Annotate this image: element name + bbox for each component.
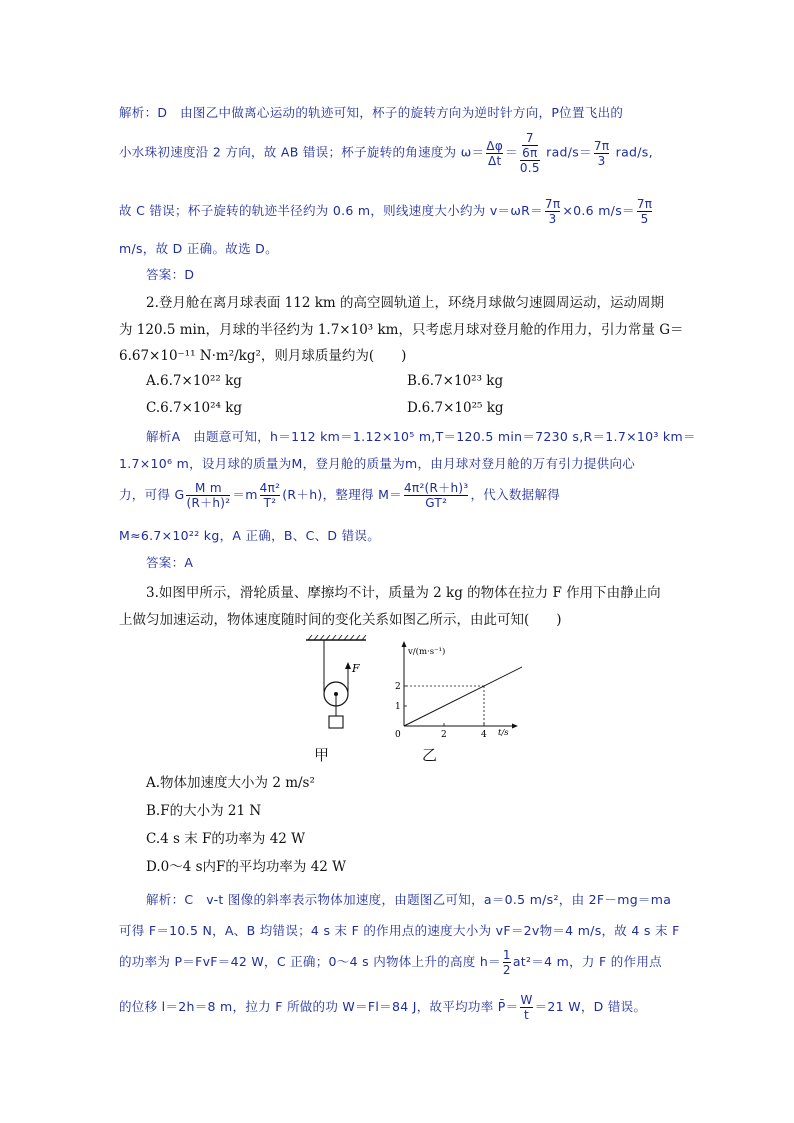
pulley-axle (334, 692, 338, 696)
ceiling-hatch (308, 635, 366, 640)
q1-solution-line1: 解析：D 由图乙中做离心运动的轨迹可知，杯子的旋转方向为逆时针方向，P位置飞出的 (119, 105, 624, 120)
q3-fraction-w-t (520, 993, 532, 1022)
q3-solution-line1: 解析：C v-t 图像的斜率表示物体加速度，由题图乙可知，a＝0.5 m/s²，由 2F－mg＝ma (146, 892, 672, 907)
q1-solution-line3 (119, 197, 654, 226)
q3-solution-line3-text2: at²＝4 m，力 F 的作用点 (512, 954, 662, 969)
q3-solution-line4 (119, 993, 646, 1022)
q2-solution-line3-text: 力，可得 G (119, 487, 185, 502)
q2-solution-line2: 1.7×10⁶ m，设月球的质量为M，登月舱的质量为m，由月球对登月舱的万有引力提供向心 (119, 456, 636, 471)
q3-solution-line3 (119, 948, 662, 977)
q3-option-b: B.F的大小为 21 N (146, 803, 262, 819)
q2-stem-line2: 为 120.5 min，月球的半径约为 1.7×10³ km，只考虑月球对登月舱的作用力，引力常量 G＝ (119, 322, 684, 338)
x-tick-label: 0 (395, 730, 401, 740)
frac-denominator: 3 (594, 153, 609, 168)
q2-solution-line3 (119, 481, 560, 510)
x-tick-label: 2 (441, 730, 447, 740)
force-arrow-head (345, 662, 351, 669)
q3-solution-line2: 可得 F＝10.5 N，A、B 均错误；4 s 末 F 的作用点的速度大小为 vF＝2v物＝4 m/s，故 4 s 末 F (119, 923, 680, 938)
q3-option-a: A.物体加速度大小为 2 m/s² (146, 775, 315, 791)
figure-pulley (300, 634, 372, 738)
y-tick-label: 1 (395, 702, 401, 712)
q2-solution-line3-text2: ＝m (232, 487, 258, 502)
q2-solution-line4: M≈6.7×10²² kg，A 正确，B、C、D 错误。 (119, 528, 381, 543)
q3-option-d: D.0～4 s内F的平均功率为 42 W (146, 859, 347, 875)
frac-denominator: T² (260, 495, 281, 510)
x-axis-label: t/s (498, 728, 509, 738)
y-axis-label: v/(m·s⁻¹) (408, 647, 446, 657)
x-tick-label: 4 (481, 730, 487, 740)
q3-fraction-half (503, 948, 511, 977)
q2-option-d: D.6.7×10²⁵ kg (407, 400, 504, 416)
frac-numerator: W (520, 993, 533, 1007)
q2-solution-line1: 解析A 由题意可知，h＝112 km＝1.12×10⁵ m,T＝120.5 min＝7230 s,R＝1.7×10³ km＝ (146, 429, 696, 444)
frac-numerator: 4π² (259, 481, 281, 495)
q2-fraction-mass (404, 481, 469, 510)
frac-numerator: 7π (593, 138, 610, 153)
q2-answer: 答案：A (146, 555, 194, 570)
unit-text: rad/s＝ (546, 144, 592, 160)
frac-denominator: 0.5 (519, 161, 540, 175)
q2-fraction-4pi2-T2 (260, 481, 281, 510)
frac-denominator: 3 (545, 211, 560, 226)
frac-numerator: 7 (525, 131, 534, 145)
q2-option-a: A.6.7×10²² kg (146, 373, 242, 389)
q3-solution-line4-text2: ＝21 W，D 错误。 (534, 999, 647, 1014)
force-label: F (352, 662, 360, 675)
frac-numerator: 7π (636, 197, 653, 211)
q1-solution-line2-text: 小水珠初速度沿 2 方向，故 AB 错误；杯子旋转的角速度为 ω＝ (119, 144, 485, 160)
q1-solution-line3-text: 故 C 错误；杯子旋转的轨迹半径约为 0.6 m，则线速度大小约为 v＝ωR＝ (119, 203, 543, 218)
q1-solution-line3-text2: ×0.6 m/s＝ (562, 203, 635, 218)
q2-solution-line3-text3: (R＋h)，整理得 M＝ (282, 487, 402, 502)
q2-fraction-mm (186, 481, 230, 510)
q1-fraction-dphi-dt (486, 139, 503, 168)
q1-fraction-7pi-5 (637, 197, 652, 226)
unit-text: rad/s, (615, 144, 653, 160)
y-axis-arrow (402, 641, 407, 647)
q1-solution-line4: m/s，故 D 正确。故选 D。 (119, 241, 278, 256)
figure-vt-graph (392, 638, 522, 740)
mass-block (329, 716, 343, 728)
q2-stem-line3: 6.67×10⁻¹¹ N·m²/kg²，则月球质量约为( ) (119, 348, 407, 364)
frac-denominator: 6π (522, 146, 538, 160)
x-axis-arrow (512, 724, 518, 729)
figure-label-yi: 乙 (422, 746, 438, 764)
q2-option-c: C.6.7×10²⁴ kg (146, 400, 243, 416)
y-tick-label: 2 (395, 682, 401, 692)
frac-denominator: (R＋h)² (186, 496, 231, 510)
frac-numerator: 4π²(R＋h)³ (403, 481, 469, 495)
figure-label-jia: 甲 (314, 746, 330, 764)
frac-denominator: GT² (404, 495, 469, 510)
q3-stem-line1: 3.如图甲所示，滑轮质量、摩擦均不计，质量为 2 kg 的物体在拉力 F 作用下由静止向 (146, 585, 661, 601)
frac-denominator: Δt (487, 153, 502, 168)
q3-stem-line2: 上做匀加速运动，物体速度随时间的变化关系如图乙所示，由此可知( ) (119, 612, 562, 628)
q3-option-c: C.4 s 末 F的功率为 42 W (146, 831, 306, 847)
frac-numerator: M m (195, 481, 222, 495)
frac-numerator (520, 131, 540, 160)
frac-denominator: t (520, 1007, 532, 1022)
q2-stem-line1: 2.登月舱在离月球表面 112 km 的高空圆轨道上，环绕月球做匀速圆周运动，运动周期 (146, 295, 665, 311)
frac-denominator: 5 (637, 211, 652, 226)
frac-denominator: 2 (502, 963, 511, 977)
q1-fraction-7-6pi (522, 131, 537, 160)
q1-solution-line2 (119, 131, 653, 175)
q3-solution-line4-text: 的位移 l＝2h＝8 m，拉力 F 所做的功 W＝Fl＝84 J，故平均功率 P̄＝ (119, 999, 519, 1014)
q1-answer: 答案：D (146, 267, 195, 282)
frac-numerator: Δφ (486, 138, 504, 153)
q3-solution-line3-text: 的功率为 P＝FvF＝42 W，C 正确；0～4 s 内物体上升的高度 h＝ (119, 954, 501, 969)
q2-solution-line3-text4: ，代入数据解得 (470, 487, 561, 502)
q1-fraction-7pi-3 (594, 139, 609, 168)
frac-numerator: 7π (544, 197, 561, 211)
equals-sign: ＝ (505, 144, 518, 160)
q1-fraction-7pi-3 (545, 197, 560, 226)
frac-numerator: 1 (502, 948, 511, 962)
q2-option-b: B.6.7×10²³ kg (407, 373, 504, 389)
series-line (404, 666, 522, 726)
q1-fraction-compound (520, 131, 540, 175)
